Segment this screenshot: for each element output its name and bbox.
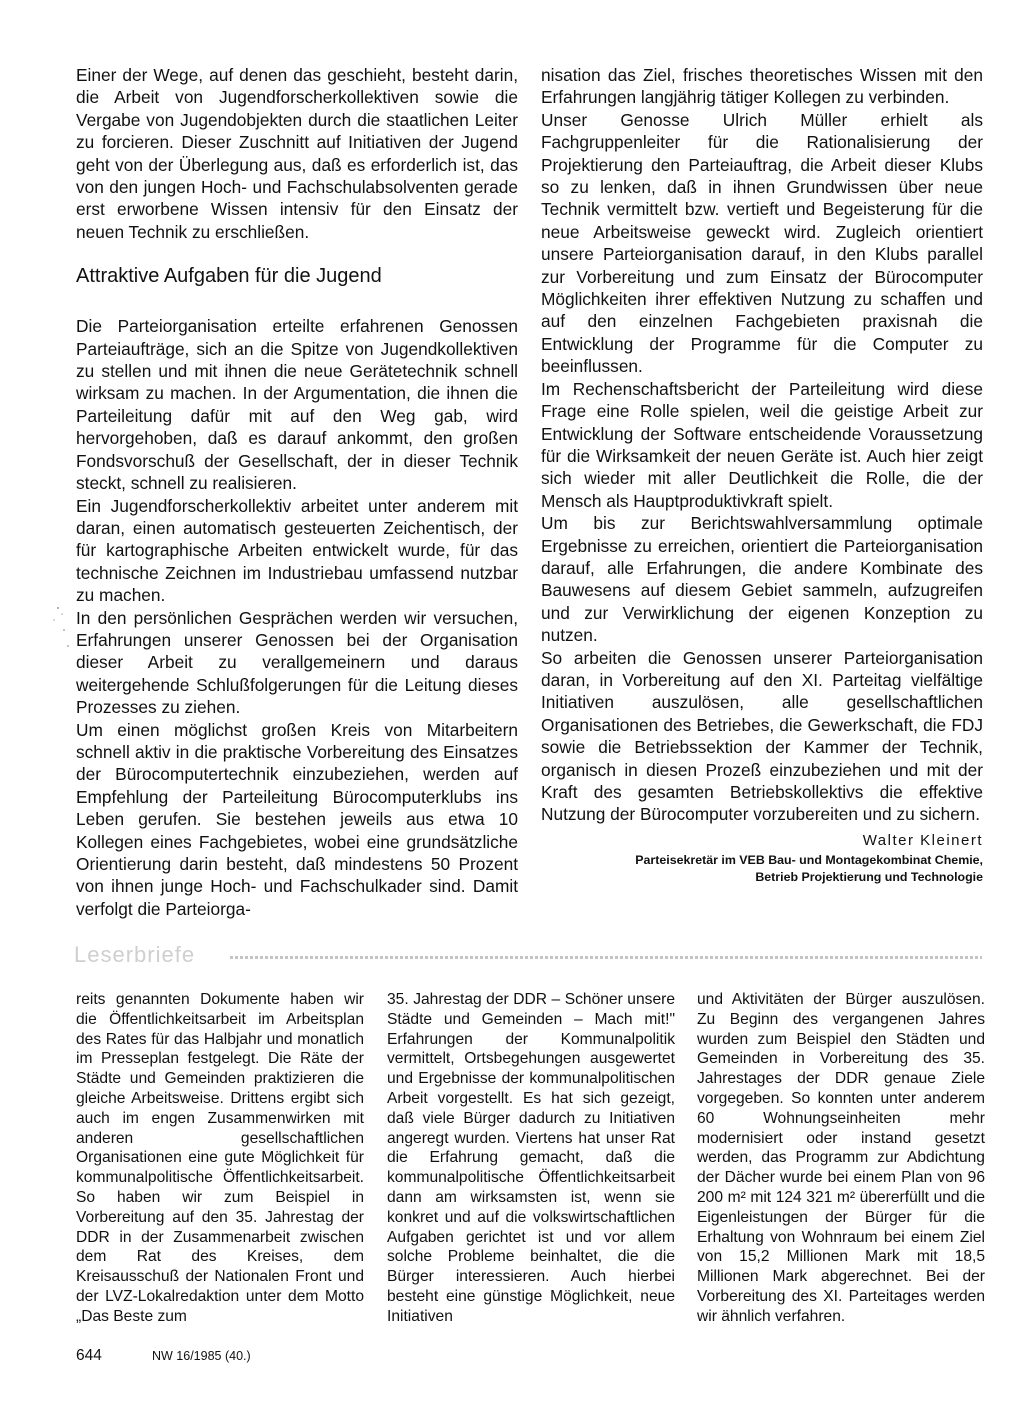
dotted-rule: [230, 956, 982, 959]
paragraph: In den persönlichen Gesprächen werden wir versuchen, Erfahrungen unserer Genossen bei der Organisation dieser Arbeit zu verallgemeinern und daraus weitergehende Schlußfolgerungen für die Leitung dieses Prozesses zu ziehen.: [76, 607, 518, 718]
section-heading: Attraktive Aufgaben für die Jugend: [76, 265, 382, 288]
paragraph: Einer der Wege, auf denen das geschieht, besteht darin, die Arbeit von Jugendforscherkollektiven sowie die Vergabe von Jugendobjekten durch die staatlichen Leiter zu forcieren. Dieser Zuschnitt auf Initiativen der Jugend geht von der Überlegung aus, daß es erforderlich ist, das von den jungen Hoch- und Fachschulabsolventen gerade erst erworbene Wissen intensiv für den Einsatz der neuen Technik zu erschließen.: [76, 65, 518, 242]
paragraph: nisation das Ziel, frisches theoretisches Wissen mit den Erfahrungen langjährig tätiger Kollegen zu verbinden.: [541, 65, 983, 108]
paragraph: Im Rechenschaftsbericht der Parteileitung wird diese Frage eine Rolle spielen, weil die geistige Arbeit zur Entwicklung der Software entscheidende Voraussetzung für die Wirksamkeit der neuen Geräte ist. Auch hier zeigt sich wieder mit aller Deutlichkeit die Rolle, die der Mensch als Hauptproduktivkraft spielt.: [541, 378, 983, 511]
page-number: 644: [76, 1347, 102, 1364]
author-affiliation-line-1: Parteisekretär im VEB Bau- und Montagekombinat Chemie,: [635, 852, 983, 867]
paragraph: 35. Jahrestag der DDR – Schöner unsere Städte und Gemeinden – Mach mit!" Erfahrungen der Kommunalpolitik vermittelt, Ortsbegehungen ausgewertet und Ergebnisse der kommunalpolitischen Arbeit vorgestellt. Es hat sich gezeigt, daß viele Bürger dadurch zu Initiativen angeregt wurden. Viertens hat unser Rat die Erfahrung gemacht, daß die kommunalpolitische Öffentlichkeitsarbeit dann am wirksamsten ist, wenn sie konkret und auf die volkswirtschaftlichen Aufgaben gerichtet ist und vor allem solche Probleme beinhaltet, die die Bürger interessieren. Auch hierbei besteht eine günstige Möglichkeit, neue Initiativen: [387, 991, 675, 1325]
paragraph: So arbeiten die Genossen unserer Parteiorganisation daran, in Vorbereitung auf den XI. Parteitag vielfältige Initiativen auszulösen, alle gesellschaftlichen Organisationen des Betriebes, die Gewerkschaft, die FDJ sowie die Betriebssektion der Kammer der Technik, organisch in diesen Prozeß einzubeziehen und mit der Kraft des gesamten Betriebskollektivs die effektive Nutzung der Bürocomputer vorzubereiten und zu sichern.: [541, 647, 983, 825]
section-label: Leserbriefe: [74, 942, 196, 967]
paragraph: Um einen möglichst großen Kreis von Mitarbeitern schnell aktiv in die praktische Vorbereitung des Einsatzes der Bürocomputertechnik einzubeziehen, werden auf Empfehlung der Parteileitung Bürocomputerklubs ins Leben gerufen. Sie bestehen jeweils aus etwa 10 Kollegen eines Fachgebietes, wobei eine grundsätzliche Orientierung darin besteht, daß mindestens 50 Prozent von ihnen junge Hoch- und Fachschulkader sind. Damit verfolgt die Parteiorga-: [76, 719, 518, 919]
issue-reference: NW 16/1985 (40.): [152, 1349, 251, 1363]
letters-column-3: [697, 990, 985, 1327]
paragraph: reits genannten Dokumente haben wir die Öffentlichkeitsarbeit im Arbeitsplan des Rates für das Halbjahr und monatlich im Presseplan festgelegt. Die Räte der Städte und Gemeinden praktizieren die gleiche Arbeitsweise. Drittens ergibt sich auch im engen Zusammenwirken mit anderen gesellschaftlichen Organisationen eine gute Möglichkeit für kommunalpolitische Öffentlichkeitsarbeit. So haben wir zum Beispiel in Vorbereitung auf den 35. Jahrestag der DDR in der Zusammenarbeit zwischen dem Rat des Kreises, dem Kreisausschuß der Nationalen Front und der LVZ-Lokalredaktion unter dem Motto „Das Beste zum: [76, 991, 364, 1325]
scan-speck-marks: [44, 600, 72, 660]
section-divider: [74, 942, 982, 968]
paragraph: Um bis zur Berichtswahlversammlung optimale Ergebnisse zu erreichen, orientiert die Parteiorganisation darauf, alle Erfahrungen, die andere Kombinate des Bauwesens auf diesem Gebiet sammeln, aufzugreifen und zur Verwirklichung der eigenen Konzeption zu nutzen.: [541, 513, 983, 646]
article-column-right: [541, 64, 983, 886]
article-column-left: [76, 64, 518, 920]
paragraph: Ein Jugendforscherkollektiv arbeitet unter anderem mit daran, einen automatisch gesteuerten Zeichentisch, der für kartographische Arbeiten entwickelt wurde, für das technische Zeichnen im Industriebau umfassend nutzbar zu machen.: [76, 495, 518, 606]
paragraph: und Aktivitäten der Bürger auszulösen. Zu Beginn des vergangenen Jahres wurden zum Beispiel den Städten und Gemeinden in Vorbereitung des 35. Jahrestages der DDR genaue Ziele vorgegeben. So konnten unter anderem 60 Wohnungseinheiten mehr modernisiert oder instand gesetzt werden, das Programm zur Abdichtung der Dächer wurde bei einem Plan von 96 200 m² mit 124 321 m² übererfüllt und die Eigenleistungen der Bürger für die Erhaltung von Wohnraum bei einem Ziel von 15,2 Millionen Mark mit 18,5 Millionen Mark abgerechnet. Bei der Vorbereitung des XI. Parteitages werden wir ähnlich verfahren.: [697, 991, 985, 1325]
letters-column-1: [76, 990, 364, 1327]
author-affiliation-line-2: Betrieb Projektierung und Technologie: [755, 869, 983, 884]
paragraph: Unser Genosse Ulrich Müller erhielt als Fachgruppenleiter für die Rationalisierung der Projektierung den Parteiauftrag, die Arbeit dieser Klubs so zu lenken, daß in ihnen Grundwissen über neue Technik vermittelt bzw. vertieft und Begeisterung für die neue Arbeitsweise geweckt wird. Zugleich orientiert unsere Parteiorganisation darauf, in den Klubs parallel zur Vorbereitung und zum Einsatz der Bürocomputer Möglichkeiten ihrer effektiven Nutzung zu schaffen und auf den einzelnen Fachgebieten praxisnah die Entwicklung der Programme für die Computer zu beeinflussen.: [541, 109, 983, 377]
letters-column-2: [387, 990, 675, 1327]
author-signature: Walter Kleinert: [862, 831, 983, 849]
paragraph: Die Parteiorganisation erteilte erfahrenen Genossen Parteiaufträge, sich an die Spitze von Jugendkollektiven zu stellen und mit ihnen die neue Gerätetechnik schnell wirksam zu machen. In der Argumentation, die ihnen die Parteileitung dafür mit auf den Weg gab, wird hervorgehoben, daß es darauf ankommt, den großen Fondsvorschuß der Gesellschaft, der in dieser Technik steckt, schnell zu realisieren.: [76, 316, 518, 494]
